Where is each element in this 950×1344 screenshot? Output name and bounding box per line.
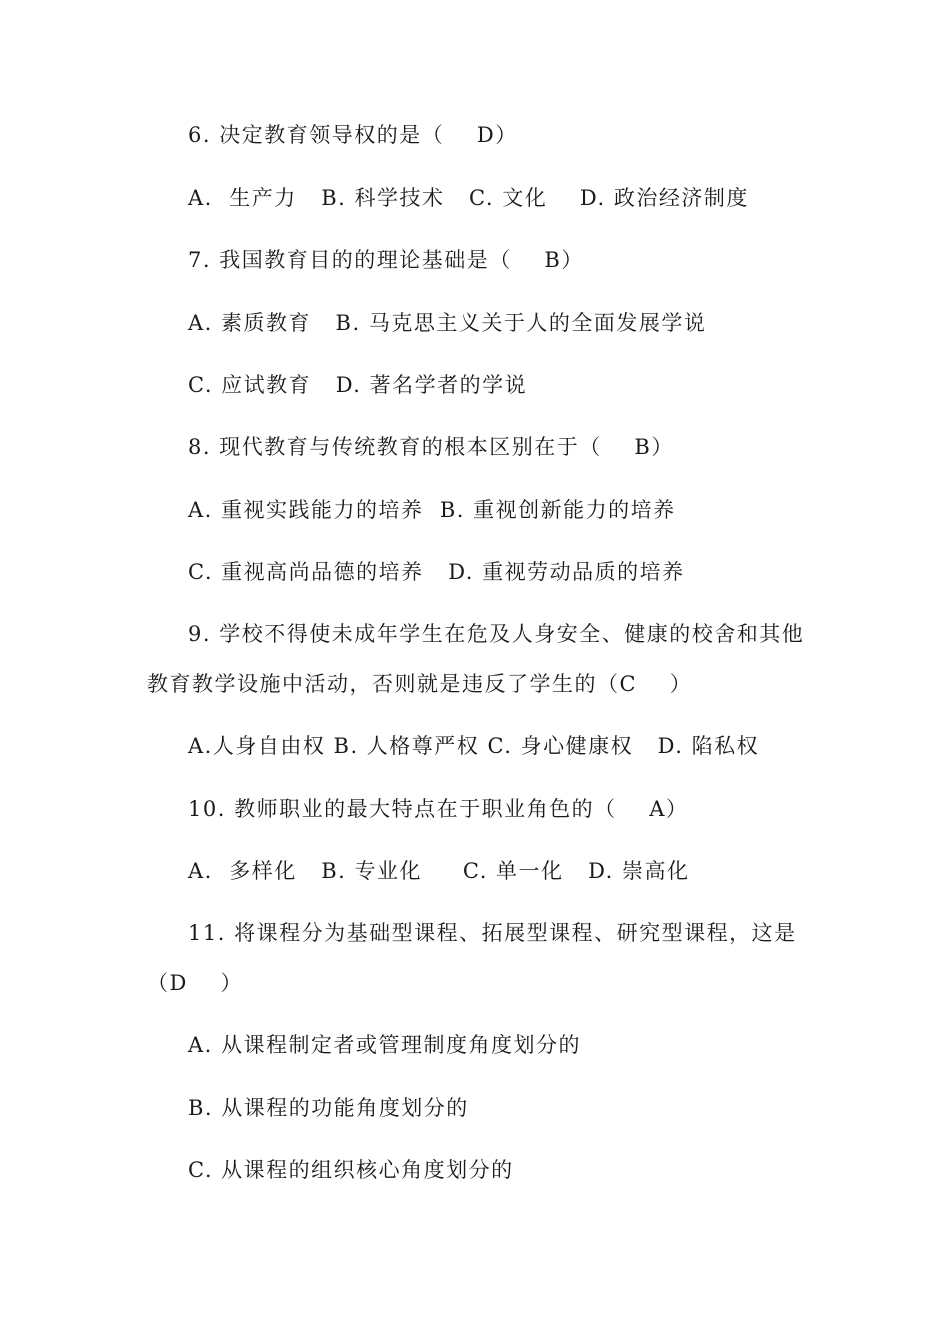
question-11-option-b: B. 从课程的功能角度划分的 xyxy=(188,1096,469,1120)
question-10-options: A. 多样化 B. 专业化 C. 单一化 D. 崇高化 xyxy=(188,859,690,883)
question-10: 10. 教师职业的最大特点在于职业角色的（ A） xyxy=(188,797,689,821)
question-8-options-cd: C. 重视高尚品德的培养 D. 重视劳动品质的培养 xyxy=(188,560,685,584)
question-8: 8. 现代教育与传统教育的根本区别在于（ B） xyxy=(188,435,674,459)
question-11-option-a: A. 从课程制定者或管理制度角度划分的 xyxy=(188,1033,582,1057)
question-11-line-1: 11. 将课程分为基础型课程、拓展型课程、研究型课程，这是 xyxy=(188,921,797,945)
question-7: 7. 我国教育目的的理论基础是（ B） xyxy=(188,248,584,272)
question-6: 6. 决定教育领导权的是（ D） xyxy=(188,123,518,147)
question-9-line-2: 教育教学设施中活动，否则就是违反了学生的（C ） xyxy=(147,672,693,696)
question-7-options-ab: A. 素质教育 B. 马克思主义关于人的全面发展学说 xyxy=(188,311,707,335)
question-9-line-1: 9. 学校不得使未成年学生在危及人身安全、健康的校舍和其他 xyxy=(188,622,805,646)
question-8-options-ab: A. 重视实践能力的培养 B. 重视创新能力的培养 xyxy=(188,498,676,522)
question-7-options-cd: C. 应试教育 D. 著名学者的学说 xyxy=(188,373,528,397)
question-11-line-2: （D ） xyxy=(147,971,244,995)
question-6-options: A. 生产力 B. 科学技术 C. 文化 D. 政治经济制度 xyxy=(188,186,749,210)
question-11-option-c: C. 从课程的组织核心角度划分的 xyxy=(188,1158,514,1182)
question-9-options: A.人身自由权 B. 人格尊严权 C. 身心健康权 D. 陷私权 xyxy=(188,734,760,758)
